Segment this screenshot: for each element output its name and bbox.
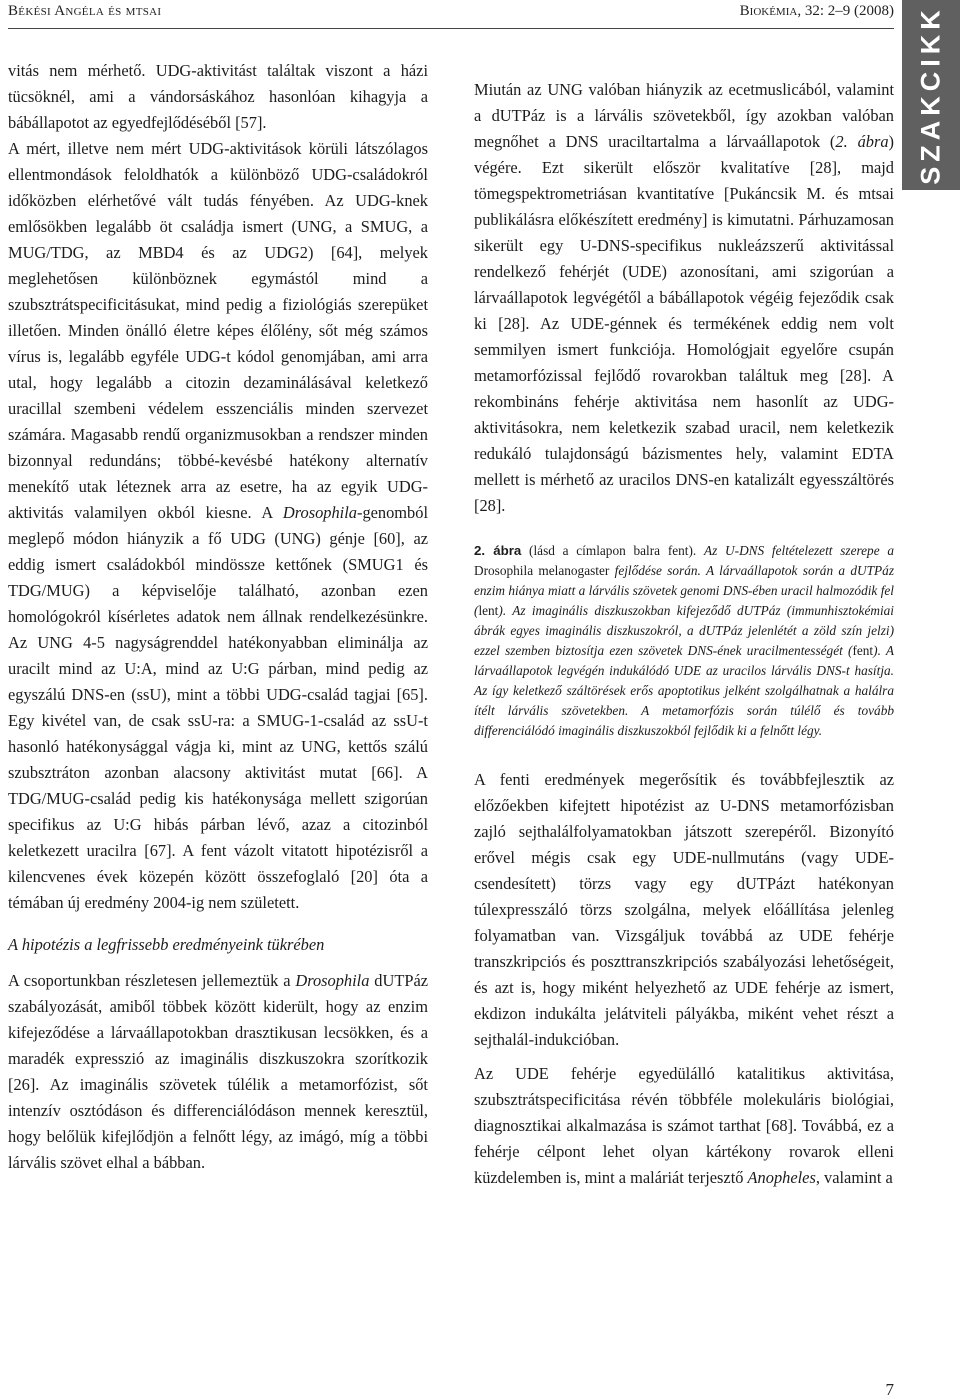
species-name: Anopheles	[747, 1168, 816, 1187]
species-name: Drosophila	[295, 971, 370, 990]
paragraph-text: Miután az UNG valóban hiányzik az ecetmuslicából, valamint a dUTPáz is a lárvális szövetekből, így azokban valóban megnőhet a DNS uraciltartalma a lárvaállapotok (	[474, 80, 894, 151]
species-name: Drosophila	[282, 503, 357, 522]
journal-volume: , 32: 2–9 (2008)	[797, 3, 894, 19]
paragraph-text: Az UDE fehérje egyedülálló katalitikus aktivitása, szubsztrátspecificitása révén többféle molekuláris biológiai, diagnosztikai alkalmazása is számot tarthat [68]. Továbbá, ez a fehérje célpont lehet olyan kártékony rovarok elleni küzdelemben is, mint a maláriát terjesztő	[474, 1064, 894, 1187]
caption-position-word: fent	[852, 643, 874, 658]
paragraph	[8, 136, 428, 916]
paragraph-text: , valamint a	[815, 1168, 893, 1187]
caption-species: Drosophila melanogaster	[474, 563, 610, 578]
caption-body: ). A lárvaállapotok legvégén indukálódó UDE az uracilos lárvális DNS-t hasítja. Az így keletkező száltörések erős apoptotikus jelként szolgálhatnak a halálra ítélt lárvális szövetekben. A metamorfózis során túlélő és tovább differenciálódó imaginális diszkuszokból fejlődik ki a felnőtt légy.	[474, 643, 894, 738]
running-head-authors: Békési Angéla és mtsai	[8, 3, 162, 19]
paragraph-text: ) végére. Ezt sikerült először kvalitatíve [28], majd tömegspektrometriásan kvantitatíve [Pukáncsik M. és mtsai publikálásra előkészített eredmény] is kimutatni. Párhuzamosan sikerült egy U-DNS-specifikus nukleázszerű aktivitással rendelkező fehérjét (UDE) azonosítani, ami szigorúan a lárvaállapotok legvégétől a bábállapotok végéig fejeződik csak ki [28]. Az UDE-génnek és termékének eddig nem volt semmilyen ismert funkciója. Homológjait egyelőre csupán metamorfózissal fejlődő rovarokban találtuk meg [28]. A rekombináns fehérje aktivitása nem hasonlít az UDG-aktivitásokra, nem keletkezik szabad uracil, nem keletkezik redukáló tulajdonságú bázismentes hely, valamint EDTA mellett is mérhető az uracilos DNS-en katalizált egyesszáltörés [28].	[474, 132, 895, 515]
caption-intro: (lásd a címlapon balra fent).	[521, 543, 704, 558]
paragraph	[474, 1061, 894, 1191]
paragraph	[474, 77, 894, 519]
caption-title: Az U-DNS feltételezett szerepe a	[704, 543, 894, 558]
section-tab-label: SZAKCIKK	[915, 5, 946, 185]
left-column	[8, 58, 428, 1176]
caption-body: A lárvaállapotok során a dUTPáz enzim hiánya miatt a lárvális szövetek genomi DNS-ében uracil halmozódik fel (	[474, 563, 894, 618]
section-heading: A hipotézis a legfrissebb eredményeink tükrében	[8, 935, 325, 954]
paragraph-text: A csoportunkban részletesen jellemeztük a	[8, 971, 296, 990]
caption-position-word: lent	[478, 603, 499, 618]
paragraph	[8, 968, 428, 1176]
section-tab	[902, 0, 960, 190]
paragraph: vitás nem mérhető. UDG-aktivitást találtak viszont a házi tücsöknél, ami a vándorsáskához hasonlóan kihagyja a bábállapotot az egyedfejlődéséből [57].	[8, 61, 428, 132]
journal-name: Biokémia	[739, 3, 798, 19]
paragraph: A fenti eredmények megerősítik és továbbfejlesztik az előzőekben kifejtett hipotézist az U-DNS metamorfózisban zajló sejthalálfolyamatokban játszott szerepéről. Bizonyító erővel mégis csak egy UDE-nullmutáns (vagy UDE-csendesített) törzs vagy egy dUTPázt hatékonyan túlexpresszáló törzs szolgálna, melyek előállítása jelenleg folyamatban van. Vizsgáljuk továbbá az UDE fehérje transzkripciós és poszttranszkripciós szabályozási lehetőségeit, és azt is, hogy miként helyezhető az UDE fehérje az ismert, ekdizon indukálta jelátviteli pályákba, miként vehet részt a sejthalál-indukcióban.	[474, 770, 894, 1049]
paragraph-text: -genomból meglepő módon hiányzik a fő UDG (UNG) génje [60], az eddig ismert családokból mindössze kettőnek (SMUG1 és TDG/MUG) a képviselője található, azonban ezen homológokról kísérletes adatok nem állnak rendelkezésünkre. Az UNG 4-5 nagyságrenddel hatékonyabban eliminálja az uracilt mind az U:A, mind az U:G párban, mind pedig az egyszálú DNS-en (ssU), mint a többi UDG-család tagjai [65]. Egy kivétel van, de csak ssU-ra: a SMUG-1-család az ssU-t hasonló hatékonysággal vágja ki, mint az UNG, kettős szálú szubsztráton azonban alacsony aktivitást mutat [66]. A TDG/MUG-család pedig kis hatékonysága mellett szigorúan specifikus az U:G hibás párban lévő, azaz a citozinból keletkezett uracilra [67]. A fent vázolt vitatott hipotézisről a kilencvenes évek közepén között összefoglaló [20] óta a témában új eredmény 2004-ig nem született.	[8, 503, 428, 912]
page-number: 7	[885, 1380, 894, 1399]
figure-label: 2. ábra	[474, 543, 522, 558]
figure-caption	[474, 541, 894, 741]
figure-reference: 2. ábra	[835, 132, 889, 151]
caption-title: fejlődése során.	[609, 563, 701, 578]
paragraph-text: A mért, illetve nem mért UDG-aktivitások körüli látszólagos ellentmondások feloldhatók a különböző UDG-családokról időközben elérhetővé vált tudás fényében. Az UDG-knek emlősökben legalább öt családja ismert (UNG, a SMUG, a MUG/TDG, az MBD4 és az UDG2) [64], melyek meglehetősen különböznek egymástól mind a szubsztrátspecificitásukat, mind pedig a fiziológiás szerepüket illetően. Minden önálló életre képes élőlény, sőt még számos vírus is, legalább egyféle UDG-t kódol genomjában, ami arra utal, hogy legalább a citozin dezaminálásával keletkező uracillal szembeni védelem esszenciális minden szervezet számára. Magasabb rendű organizmusokban a rendszer minden bizonnyal redundáns; többé-kevésbé hatékony alternatív menekítő utak léteznek arra az esetre, ha az egyik UDG-aktivitás valamilyen okból kiesne. A	[8, 139, 428, 522]
caption-body: ). Az imaginális diszkuszokban kifejeződő dUTPáz (immunhisztokémiai ábrák egyes imaginális diszkuszokról, a dUTPáz jelenlétét a zöld szín jelzi) ezzel szemben biztosítja ezen szövetek DNS-ének uracilmentességét (	[474, 603, 894, 658]
running-head-journal	[740, 3, 894, 20]
right-column	[474, 77, 894, 1191]
header-rule	[8, 28, 894, 29]
paragraph-text: dUTPáz szabályozását, amiből többek között kiderült, hogy az enzim kifejeződése a lárvaállapotokban drasztikusan lecsökken, és a maradék expresszió az imaginális diszkuszokra szorítkozik [26]. Az imaginális szövetek túlélik a metamorfózist, sőt intenzív osztódáson és differenciálódáson mennek keresztül, hogy belőlük kifejlődjön a felnőtt légy, az imágó, míg a többi lárvális szövet elhal a bábban.	[8, 971, 429, 1172]
